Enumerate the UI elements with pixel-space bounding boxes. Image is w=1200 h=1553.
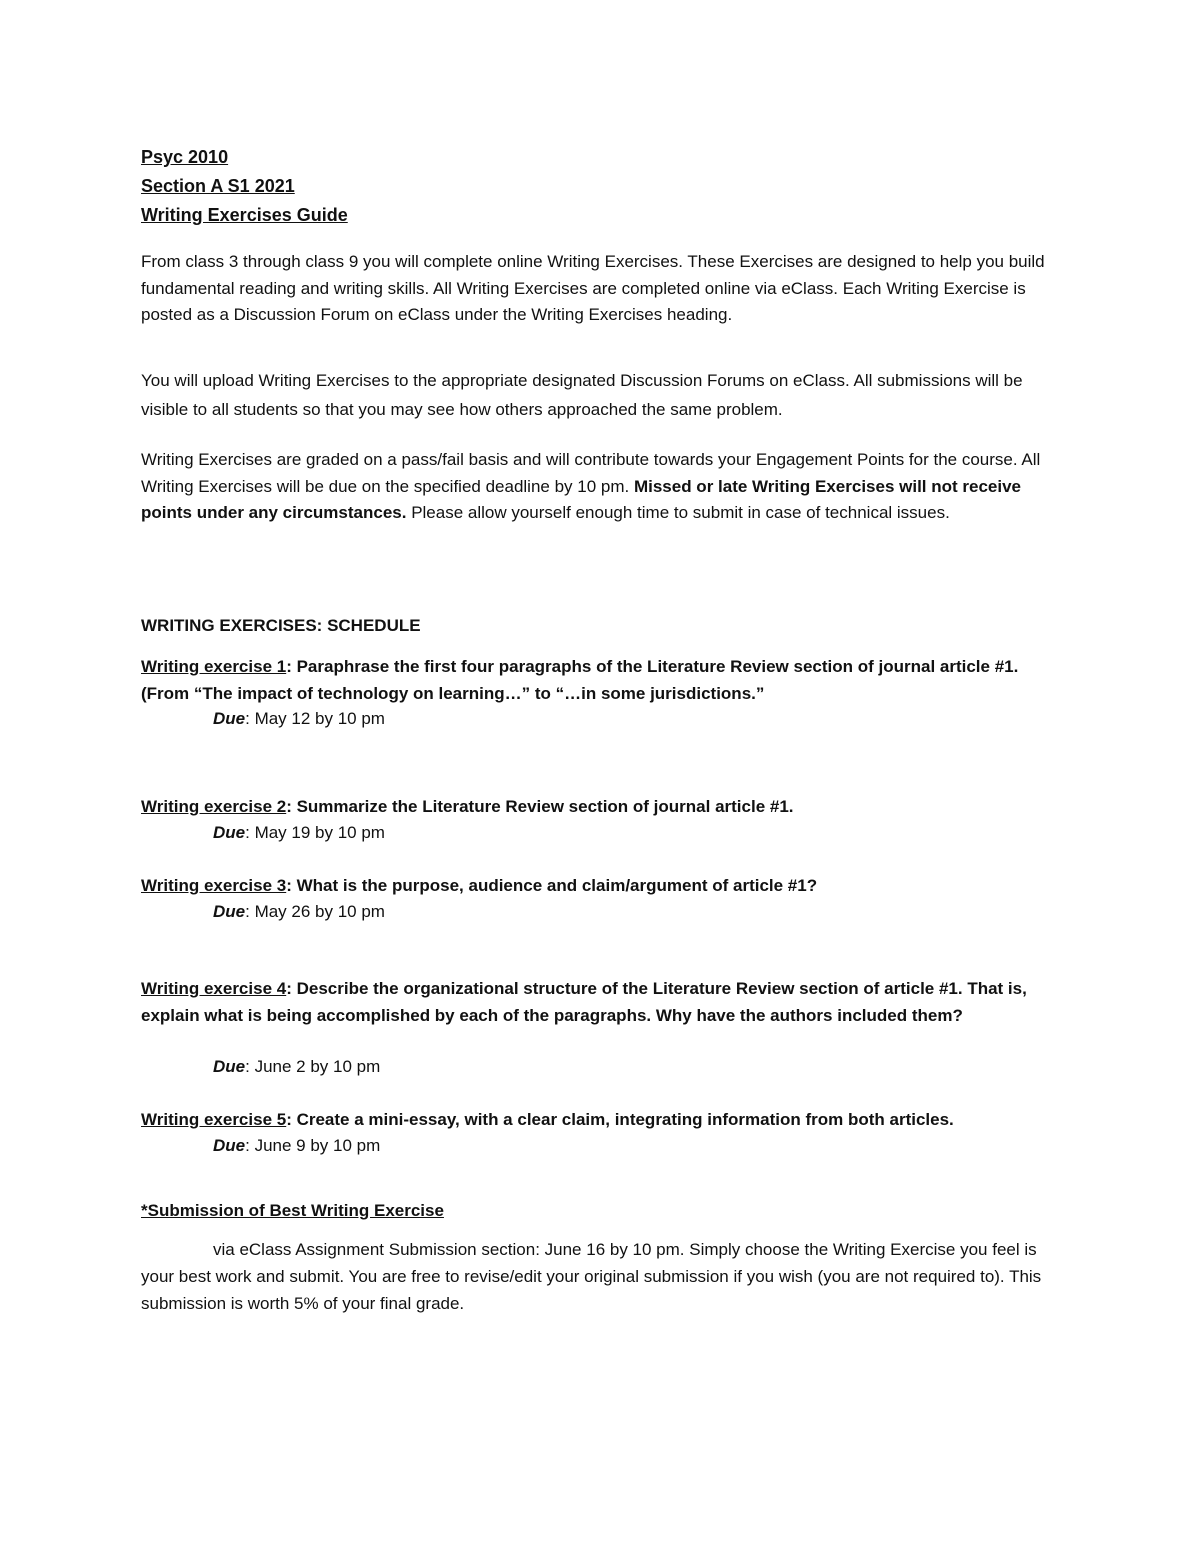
exercise-4-text: : Describe the organizational structure of the Literature Review section of article #1. That is, explain what is being accomplished by each of the paragraphs. Why have the authors included them? [141,979,1027,1025]
best-submission-heading: *Submission of Best Writing Exercise [141,1201,444,1220]
intro-paragraph-3 [141,447,1061,527]
best-submission-text: via eClass Assignment Submission section: June 16 by 10 pm. Simply choose the Writing Exercise you feel is your best work and submit. You are free to revise/edit your original submission if you wish (you are not required to). This submission is worth 5% of your final grade. [141,1240,1042,1313]
grading-text: Writing Exercises are graded on a pass/fail basis and will contribute towards your Engagement Points for the course. All Writing Exercises will be due on the specified deadline by 10 pm. [141,450,1041,496]
exercise-3-due-date: : May 26 by 10 pm [245,902,385,921]
exercise-1-text: : Paraphrase the first four paragraphs of the Literature Review section of journal article #1. (From “The impact of technology on learning…” to “…in some jurisdictions.” [141,657,1019,703]
exercise-3 [141,873,1041,900]
exercise-4 [141,976,1041,1029]
section-title: Section A S1 2021 [141,176,295,196]
exercise-1 [141,654,1041,707]
exercise-3-label: Writing exercise 3 [141,876,287,895]
late-policy-warning: Missed or late Writing Exercises will not receive points under any circumstances. [141,476,1022,522]
exercise-2-due-date: : May 19 by 10 pm [245,823,385,842]
exercise-2-label: Writing exercise 2 [141,797,287,816]
intro-paragraph-2: You will upload Writing Exercises to the appropriate designated Discussion Forums on eClass. All submissions will be visible to all students so that you may see how others approached the same problem. [141,371,1023,419]
due-label: Due [213,823,246,842]
exercise-5 [141,1107,1041,1134]
exercise-1-due [213,708,385,730]
exercise-5-text: : Create a mini-essay, with a clear claim, integrating information from both articles. [286,1110,954,1129]
due-label: Due [213,709,246,728]
exercise-5-label: Writing exercise 5 [141,1110,287,1129]
exercise-3-text: : What is the purpose, audience and claim/argument of article #1? [286,876,818,895]
due-label: Due [213,1136,246,1155]
due-label: Due [213,1057,246,1076]
exercise-4-due-date: : June 2 by 10 pm [245,1057,381,1076]
exercise-4-due [213,1056,380,1078]
course-title: Psyc 2010 [141,147,229,167]
exercise-5-due-date: : June 9 by 10 pm [245,1136,381,1155]
schedule-heading: WRITING EXERCISES: SCHEDULE [141,616,421,635]
exercise-2-text: : Summarize the Literature Review section of journal article #1. [286,797,794,816]
technical-issues-note: Please allow yourself enough time to submit in case of technical issues. [406,503,950,522]
exercise-4-label: Writing exercise 4 [141,979,287,998]
exercise-5-due [213,1135,380,1157]
exercise-1-due-date: : May 12 by 10 pm [245,709,385,728]
due-label: Due [213,902,246,921]
exercise-2-due [213,822,385,844]
intro-paragraph-1: From class 3 through class 9 you will complete online Writing Exercises. These Exercises are designed to help you build fundamental reading and writing skills. All Writing Exercises are completed online via eClass. Each Writing Exercise is posted as a Discussion Forum on eClass under the Writing Exercises heading. [141,252,1045,324]
guide-title: Writing Exercises Guide [141,205,348,225]
exercise-3-due [213,901,385,923]
exercise-2 [141,794,1041,821]
exercise-1-label: Writing exercise 1 [141,657,287,676]
